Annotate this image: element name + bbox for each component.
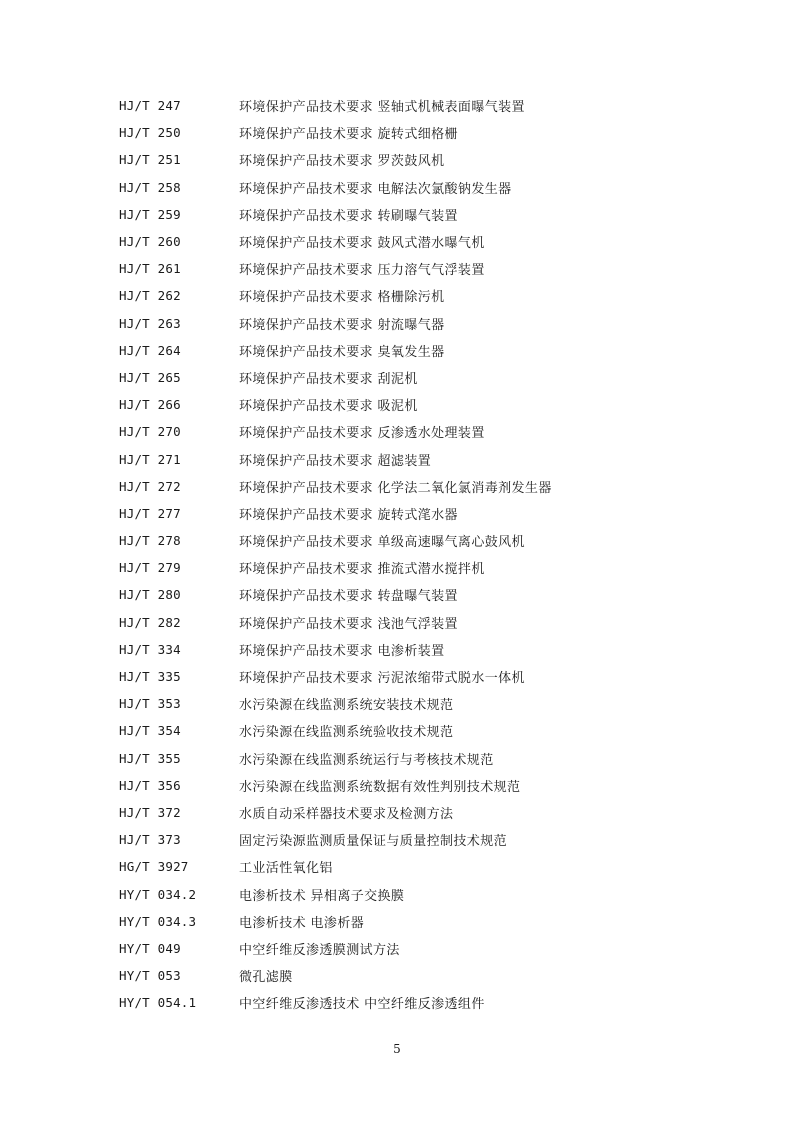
- standard-code: HJ/T 270: [119, 424, 181, 440]
- standard-title: 水污染源在线监测系统验收技术规范: [239, 725, 454, 741]
- standard-title: 固定污染源监测质量保证与质量控制技术规范: [239, 834, 508, 850]
- list-item: [119, 745, 719, 772]
- list-item: [119, 310, 719, 337]
- standard-code: HJ/T 372: [119, 804, 181, 820]
- standard-title: 环境保护产品技术要求 罗茨鼓风机: [239, 154, 445, 170]
- standard-code: HJ/T 278: [119, 533, 181, 549]
- list-item: [119, 853, 719, 880]
- standard-title: 环境保护产品技术要求 鼓风式潜水曝气机: [239, 236, 485, 252]
- standard-title: 中空纤维反渗透膜测试方法: [239, 942, 400, 958]
- list-item: [119, 473, 719, 500]
- standard-code: HY/T 053: [119, 968, 181, 984]
- list-item: [119, 228, 719, 255]
- list-item: [119, 989, 719, 1016]
- standard-title: 环境保护产品技术要求 电渗析装置: [239, 643, 445, 659]
- standard-code: HJ/T 266: [119, 397, 181, 413]
- standard-code: HY/T 049: [119, 940, 181, 956]
- standard-title: 水污染源在线监测系统运行与考核技术规范: [239, 752, 494, 768]
- standard-code: HJ/T 261: [119, 261, 181, 277]
- list-item: [119, 445, 719, 472]
- standards-list: [119, 92, 719, 1016]
- standard-code: HJ/T 353: [119, 696, 181, 712]
- standard-code: HJ/T 251: [119, 152, 181, 168]
- list-item: [119, 92, 719, 119]
- list-item: [119, 636, 719, 663]
- standard-title: 环境保护产品技术要求 竖轴式机械表面曝气装置: [239, 100, 525, 116]
- list-item: [119, 391, 719, 418]
- list-item: [119, 717, 719, 744]
- list-item: [119, 554, 719, 581]
- list-item: [119, 119, 719, 146]
- list-item: [119, 337, 719, 364]
- standard-code: HJ/T 258: [119, 179, 181, 195]
- standard-code: HJ/T 356: [119, 777, 181, 793]
- standard-code: HJ/T 354: [119, 723, 181, 739]
- list-item: [119, 581, 719, 608]
- standard-code: HJ/T 264: [119, 342, 181, 358]
- standard-code: HJ/T 277: [119, 505, 181, 521]
- standard-code: HY/T 034.3: [119, 913, 197, 929]
- list-item: [119, 935, 719, 962]
- standard-title: 环境保护产品技术要求 射流曝气器: [239, 317, 445, 333]
- standard-code: HY/T 054.1: [119, 995, 197, 1011]
- standard-title: 环境保护产品技术要求 格栅除污机: [239, 290, 445, 306]
- standard-title: 环境保护产品技术要求 转刷曝气装置: [239, 208, 458, 224]
- standard-title: 环境保护产品技术要求 臭氧发生器: [239, 344, 445, 360]
- list-item: [119, 663, 719, 690]
- standard-code: HY/T 034.2: [119, 886, 197, 902]
- standard-code: HJ/T 279: [119, 560, 181, 576]
- standard-title: 环境保护产品技术要求 刮泥机: [239, 371, 418, 387]
- standard-title: 环境保护产品技术要求 污泥浓缩带式脱水一体机: [239, 671, 525, 687]
- list-item: [119, 201, 719, 228]
- standard-code: HJ/T 282: [119, 614, 181, 630]
- list-item: [119, 772, 719, 799]
- standard-code: HJ/T 334: [119, 641, 181, 657]
- standard-code: HJ/T 265: [119, 369, 181, 385]
- list-item: [119, 364, 719, 391]
- standard-title: 环境保护产品技术要求 超滤装置: [239, 453, 432, 469]
- standard-title: 环境保护产品技术要求 推流式潜水搅拌机: [239, 562, 485, 578]
- standard-title: 环境保护产品技术要求 转盘曝气装置: [239, 589, 458, 605]
- standard-title: 电渗析技术 电渗析器: [239, 915, 365, 931]
- standard-title: 环境保护产品技术要求 吸泥机: [239, 399, 418, 415]
- standard-code: HJ/T 335: [119, 669, 181, 685]
- standard-code: HJ/T 272: [119, 478, 181, 494]
- standard-code: HJ/T 355: [119, 750, 181, 766]
- standard-title: 环境保护产品技术要求 旋转式滗水器: [239, 507, 458, 523]
- standard-code: HG/T 3927: [119, 859, 189, 875]
- standard-title: 中空纤维反渗透技术 中空纤维反渗透组件: [239, 997, 485, 1013]
- standard-title: 水污染源在线监测系统数据有效性判别技术规范: [239, 779, 521, 795]
- standard-title: 环境保护产品技术要求 化学法二氧化氯消毒剂发生器: [239, 480, 552, 496]
- list-item: [119, 908, 719, 935]
- list-item: [119, 282, 719, 309]
- standard-code: HJ/T 260: [119, 234, 181, 250]
- list-item: [119, 527, 719, 554]
- list-item: [119, 255, 719, 282]
- standard-title: 微孔滤膜: [239, 970, 293, 986]
- standard-title: 电渗析技术 异相离子交换膜: [239, 888, 405, 904]
- standard-title: 水质自动采样器技术要求及检测方法: [239, 806, 454, 822]
- list-item: [119, 609, 719, 636]
- list-item: [119, 962, 719, 989]
- list-item: [119, 418, 719, 445]
- list-item: [119, 500, 719, 527]
- list-item: [119, 799, 719, 826]
- page-number: 5: [393, 1042, 401, 1056]
- standard-code: HJ/T 263: [119, 315, 181, 331]
- standard-title: 环境保护产品技术要求 反渗透水处理装置: [239, 426, 485, 442]
- standard-title: 环境保护产品技术要求 电解法次氯酸钠发生器: [239, 181, 512, 197]
- standard-code: HJ/T 250: [119, 125, 181, 141]
- standard-code: HJ/T 259: [119, 206, 181, 222]
- list-item: [119, 690, 719, 717]
- list-item: [119, 826, 719, 853]
- standard-code: HJ/T 247: [119, 98, 181, 114]
- standard-title: 环境保护产品技术要求 单级高速曝气离心鼓风机: [239, 535, 525, 551]
- standard-code: HJ/T 280: [119, 587, 181, 603]
- standard-title: 工业活性氧化铝: [239, 861, 333, 877]
- list-item: [119, 880, 719, 907]
- list-item: [119, 174, 719, 201]
- standard-title: 环境保护产品技术要求 浅池气浮装置: [239, 616, 458, 632]
- standard-code: HJ/T 373: [119, 832, 181, 848]
- standard-title: 环境保护产品技术要求 压力溶气气浮装置: [239, 263, 485, 279]
- list-item: [119, 146, 719, 173]
- standard-code: HJ/T 262: [119, 288, 181, 304]
- standard-title: 水污染源在线监测系统安装技术规范: [239, 698, 454, 714]
- standard-title: 环境保护产品技术要求 旋转式细格栅: [239, 127, 458, 143]
- standard-code: HJ/T 271: [119, 451, 181, 467]
